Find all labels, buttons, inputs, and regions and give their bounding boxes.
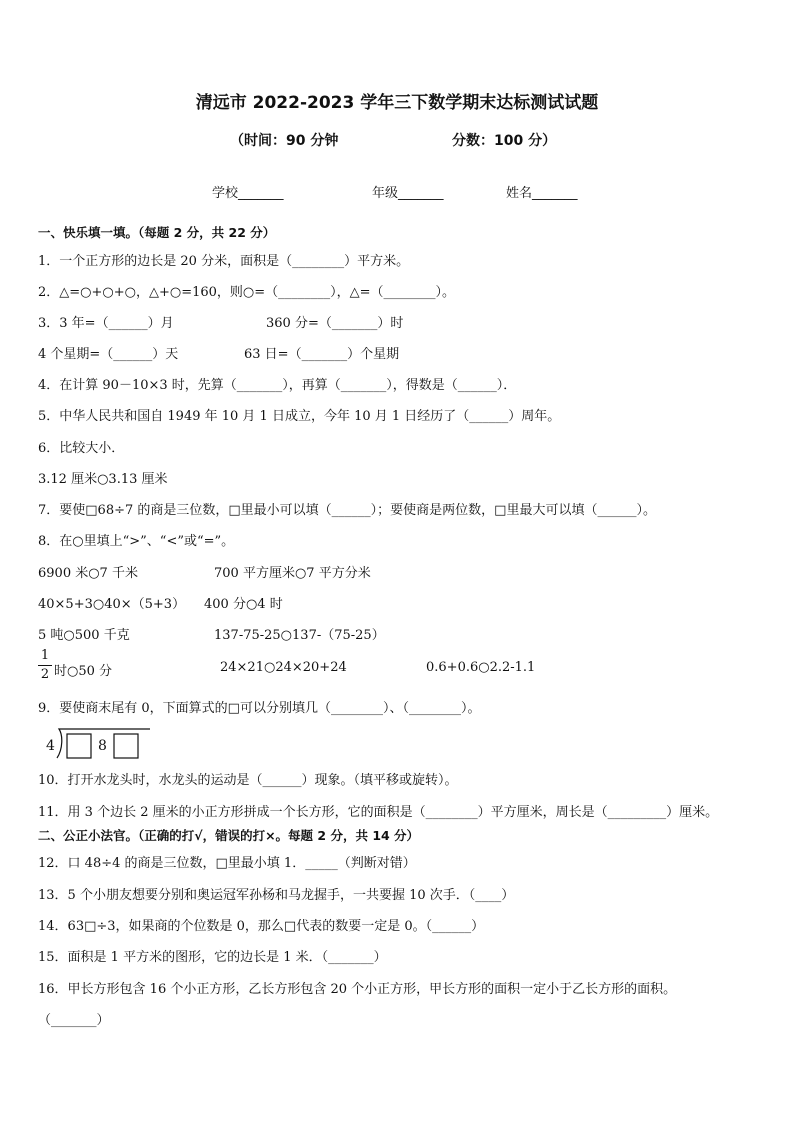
- division-blank-box: [114, 734, 138, 758]
- question-8-item: 40×5+3○40×（5+3）: [38, 597, 186, 612]
- question-8-item: 0.6+0.6○2.2-1.1: [426, 660, 536, 675]
- question-3c: 4 个星期=（______）天: [38, 347, 179, 362]
- question-8-item: 时○50 分: [54, 664, 113, 679]
- question-3b: 360 分=（_______）时: [266, 316, 404, 331]
- question-4: 4．在计算 90－10×3 时，先算（_______），再算（_______），得数是（______）．: [38, 378, 517, 393]
- question-8-item: 700 平方厘米○7 平方分米: [214, 566, 371, 581]
- question-9: 9．要使商末尾有 0，下面算式的□可以分别填几（________）、（________）。: [38, 701, 481, 716]
- question-12: 12．口 48÷4 的商是三位数，□里最小填 1．_____（判断对错）: [38, 856, 416, 871]
- question-14: 14．63□÷3，如果商的个位数是 0，那么□代表的数要一定是 0。（______）: [38, 919, 485, 934]
- question-10: 10．打开水龙头时，水龙头的运动是（______）现象。（填平移或旋转）。: [38, 773, 458, 788]
- exam-score: 分数：100 分）: [452, 133, 557, 149]
- section1-heading: 一、快乐填一填。（每题 2 分，共 22 分）: [38, 225, 276, 240]
- question-1: 1．一个正方形的边长是 20 分米，面积是（________）平方米。: [38, 254, 410, 269]
- question-3a: 3．3 年=（______）月: [38, 316, 174, 331]
- question-16: 16．甲长方形包含 16 个小正方形，乙长方形包含 20 个小正方形，甲长方形的面积一定小于乙长方形的面积。: [38, 982, 677, 997]
- question-6: 6．比较大小．: [38, 441, 125, 456]
- question-3d: 63 日=（_______）个星期: [244, 347, 400, 362]
- exam-title: 清远市 2022-2023 学年三下数学期末达标测试试题: [195, 93, 599, 113]
- division-blank-box: [67, 734, 91, 758]
- question-8-item: 400 分○4 时: [204, 597, 283, 612]
- fraction-numerator: 1: [40, 648, 50, 663]
- fraction-denominator: 2: [40, 667, 50, 682]
- question-7: 7．要使□68÷7 的商是三位数，□里最小可以填（______）；要使商是两位数，□里最大可以填（______）。: [38, 503, 656, 518]
- fraction-one-half: [38, 648, 52, 683]
- question-8-item: 6900 米○7 千米: [38, 566, 138, 581]
- name-field: 姓名_______: [506, 186, 578, 201]
- fraction-bar: [38, 665, 52, 666]
- question-16-blank: （_______）: [38, 1013, 110, 1028]
- grade-field: 年级_______: [372, 186, 444, 201]
- question-15: 15．面积是 1 平方米的图形，它的边长是 1 米．（_______）: [38, 950, 387, 965]
- school-field: 学校_______: [212, 186, 284, 201]
- question-8: 8．在○里填上“>”、“<”或“=”。: [38, 534, 235, 549]
- question-2: 2．△=○+○+○，△+○=160，则○=（________），△=（________）。: [38, 285, 456, 300]
- division-digit: 8: [98, 738, 107, 754]
- question-6a: 3.12 厘米○3.13 厘米: [38, 472, 168, 487]
- question-11: 11．用 3 个边长 2 厘米的小正方形拼成一个长方形，它的面积是（________）平方厘米，周长是（_________）厘米。: [38, 805, 719, 820]
- long-division-figure: [42, 727, 152, 761]
- section2-heading: 二、公正小法官。（正确的打√，错误的打×。每题 2 分，共 14 分）: [38, 828, 420, 843]
- question-8-item: 24×21○24×20+24: [220, 660, 347, 675]
- question-5: 5．中华人民共和国自 1949 年 10 月 1 日成立，今年 10 月 1 日经历了（______）周年。: [38, 409, 561, 424]
- exam-time: （时间：90 分钟: [230, 133, 339, 149]
- division-divisor: 4: [46, 738, 55, 754]
- question-8-item: 137-75-25○137-（75-25）: [214, 628, 385, 643]
- question-13: 13．5 个小朋友想要分别和奥运冠军孙杨和马龙握手，一共要握 10 次手．（____）: [38, 888, 515, 903]
- question-8-item: 5 吨○500 千克: [38, 628, 130, 643]
